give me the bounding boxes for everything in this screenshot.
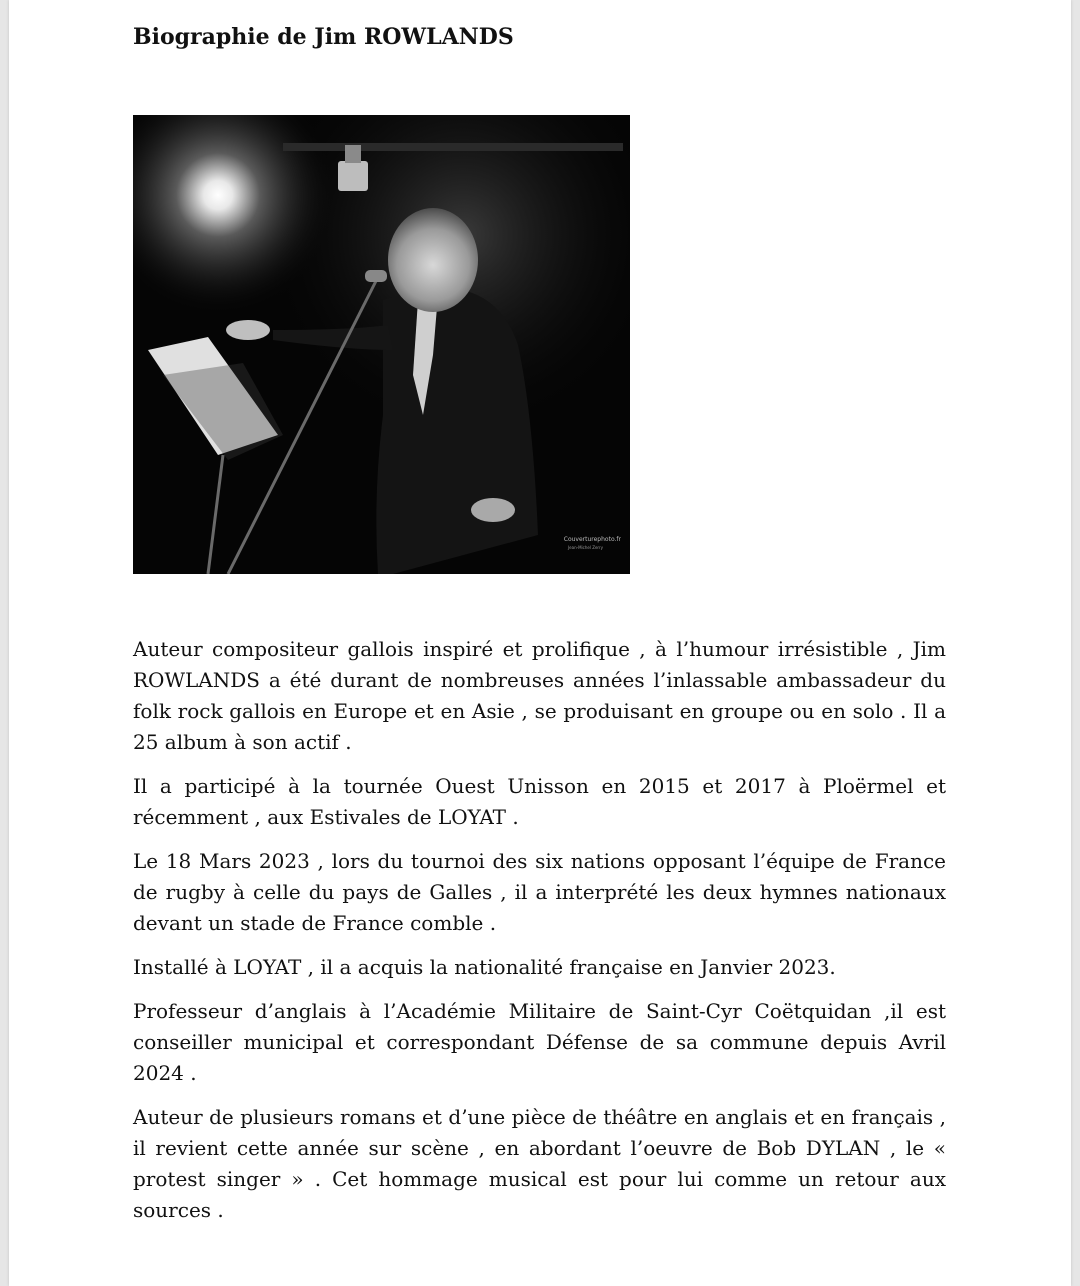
paragraph-professor: Professeur d’anglais à l’Académie Militaire de Saint-Cyr Coëtquidan ,il est conseiller municipal et correspondant Défense de sa commune depuis Avril 2024 . <box>133 999 946 1085</box>
document-page <box>9 0 1071 1286</box>
photo-watermark: Couverturephoto.fr <box>563 536 621 543</box>
paragraph-intro: Auteur compositeur gallois inspiré et prolifique , à l’humour irrésistible , Jim ROWLANDS a été durant de nombreuses années l’inlassable ambassadeur du folk rock gallois en Europe et en Asie , se produisant en groupe ou en solo . Il a 25 album à son actif . <box>133 637 946 754</box>
paragraph-nationality: Installé à LOYAT , il a acquis la nationalité française en Janvier 2023. <box>133 955 836 979</box>
paragraph-author: Auteur de plusieurs romans et d’une pièce de théâtre en anglais et en français , il revient cette année sur scène , en abordant l’oeuvre de Bob DYLAN , le « protest singer » . Cet hommage musical est pour lui comme un retour aux sources . <box>133 1105 946 1222</box>
page-title: Biographie de Jim ROWLANDS <box>133 24 514 50</box>
photo-watermark-author: Jean-Michel Zerry <box>568 545 603 550</box>
stage-photo <box>133 115 630 574</box>
biography-text <box>133 634 946 1239</box>
paragraph-six-nations: Le 18 Mars 2023 , lors du tournoi des six nations opposant l’équipe de France de rugby à celle du pays de Galles , il a interprété les deux hymnes nationaux devant un stade de France comble . <box>133 849 946 935</box>
paragraph-tour: Il a participé à la tournée Ouest Unisson en 2015 et 2017 à Ploërmel et récemment , aux Estivales de LOYAT . <box>133 774 946 829</box>
